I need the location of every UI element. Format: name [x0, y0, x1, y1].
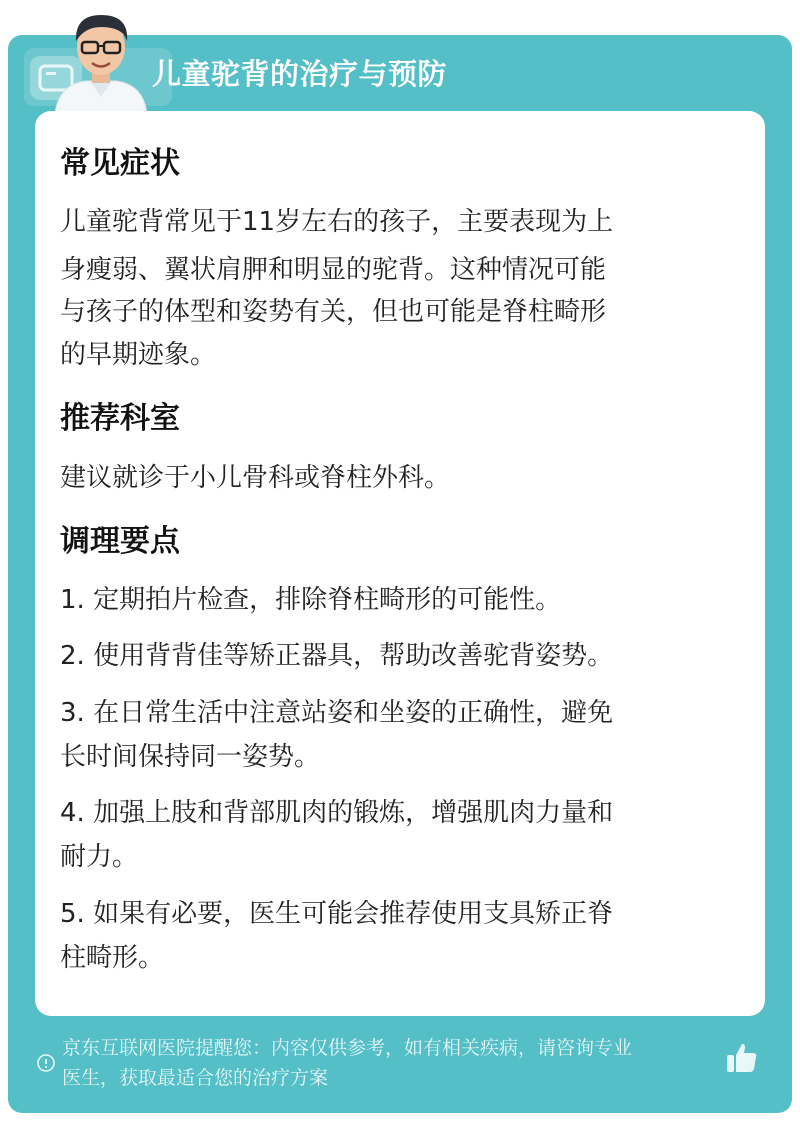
section-heading-symptoms: 常见症状 — [60, 146, 180, 181]
care-item-2: 2. 使用背背佳等矫正器具，帮助改善驼背姿势。 — [60, 641, 614, 671]
symptoms-line-1: 儿童驼背常见于11岁左右的孩子，主要表现为上 — [60, 207, 614, 237]
care-item-3-line-2: 长时间保持同一姿势。 — [60, 742, 321, 772]
symptoms-line-3: 与孩子的体型和姿势有关，但也可能是脊柱畸形 — [60, 297, 607, 327]
care-item-4-line-1: 4. 加强上肢和背部肌肉的锻炼，增强肌肉力量和 — [60, 798, 614, 828]
disclaimer-line-1: 京东互联网医院提醒您：内容仅供参考，如有相关疾病，请咨询专业 — [62, 1037, 633, 1059]
doctor-avatar — [45, 5, 157, 113]
disclaimer — [62, 1033, 727, 1093]
disclaimer-line-2: 医生，获取最适合您的治疗方案 — [62, 1067, 329, 1089]
symptoms-line-2: 身瘦弱、翼状肩胛和明显的驼背。这种情况可能 — [60, 255, 607, 285]
department-text: 建议就诊于小儿骨科或脊柱外科。 — [60, 463, 451, 493]
care-item-4-line-2: 耐力。 — [60, 842, 139, 872]
care-item-1: 1. 定期拍片检查，排除脊柱畸形的可能性。 — [60, 585, 562, 615]
info-icon — [36, 1053, 56, 1073]
care-item-3-line-1: 3. 在日常生活中注意站姿和坐姿的正确性，避免 — [60, 698, 614, 728]
symptoms-line-4: 的早期迹象。 — [60, 340, 217, 370]
section-heading-care: 调理要点 — [60, 524, 180, 559]
section-heading-department: 推荐科室 — [60, 401, 180, 436]
page-title: 儿童驼背的治疗与预防 — [152, 57, 448, 91]
care-item-5-line-1: 5. 如果有必要，医生可能会推荐使用支具矫正脊 — [60, 899, 614, 929]
care-item-5-line-2: 柱畸形。 — [60, 943, 165, 973]
thumbs-up-icon[interactable] — [724, 1040, 760, 1076]
